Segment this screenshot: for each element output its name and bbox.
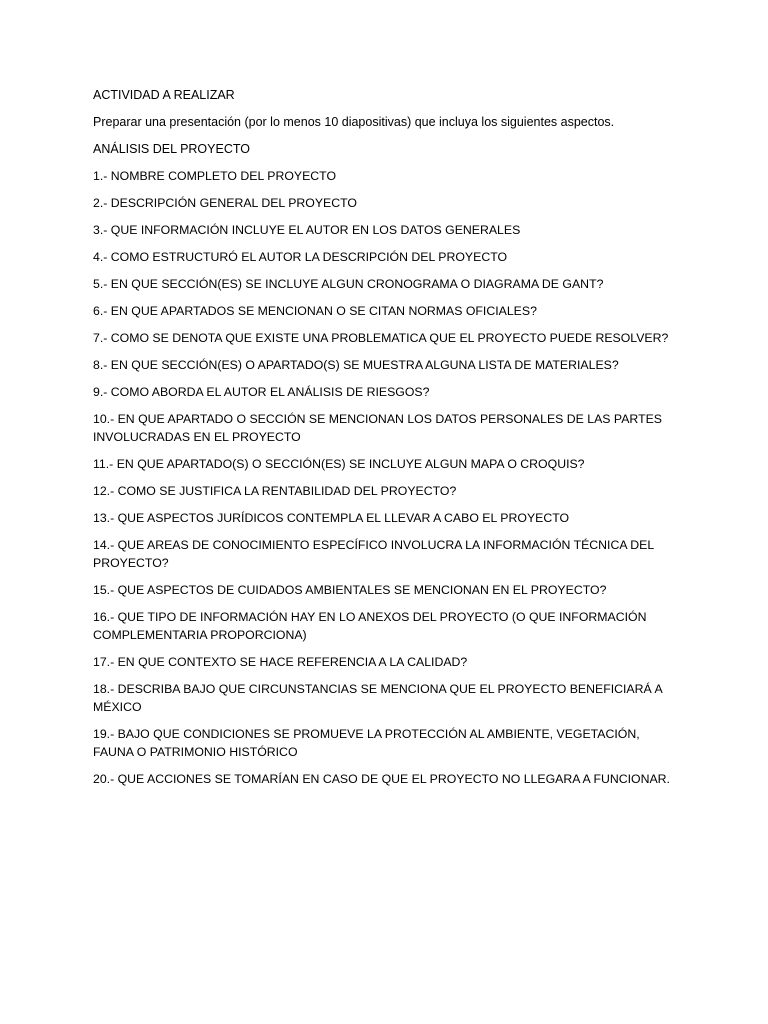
section-heading: ANÁLISIS DEL PROYECTO <box>93 142 250 156</box>
question-item: 3.- QUE INFORMACIÓN INCLUYE EL AUTOR EN LOS DATOS GENERALES <box>93 223 521 237</box>
question-item: 20.- QUE ACCIONES SE TOMARÍAN EN CASO DE QUE EL PROYECTO NO LLEGARA A FUNCIONAR. <box>93 772 670 786</box>
question-item: 7.- COMO SE DENOTA QUE EXISTE UNA PROBLEMATICA QUE EL PROYECTO PUEDE RESOLVER? <box>93 331 669 345</box>
document-page <box>93 86 683 797</box>
question-item: 12.- COMO SE JUSTIFICA LA RENTABILIDAD DEL PROYECTO? <box>93 484 457 498</box>
question-item: 19.- BAJO QUE CONDICIONES SE PROMUEVE LA PROTECCIÓN AL AMBIENTE, VEGETACIÓN, FAUNA O PATRIMONIO HISTÓRICO <box>93 727 640 759</box>
question-item: 4.- COMO ESTRUCTURÓ EL AUTOR LA DESCRIPCIÓN DEL PROYECTO <box>93 250 508 264</box>
question-item: 2.- DESCRIPCIÓN GENERAL DEL PROYECTO <box>93 196 357 210</box>
question-item: 8.- EN QUE SECCIÓN(ES) O APARTADO(S) SE MUESTRA ALGUNA LISTA DE MATERIALES? <box>93 358 619 372</box>
question-item: 17.- EN QUE CONTEXTO SE HACE REFERENCIA A LA CALIDAD? <box>93 655 468 669</box>
document-title: ACTIVIDAD A REALIZAR <box>93 88 235 102</box>
question-item: 1.- NOMBRE COMPLETO DEL PROYECTO <box>93 169 337 183</box>
question-item: 5.- EN QUE SECCIÓN(ES) SE INCLUYE ALGUN CRONOGRAMA O DIAGRAMA DE GANT? <box>93 277 604 291</box>
question-item: 15.- QUE ASPECTOS DE CUIDADOS AMBIENTALES SE MENCIONAN EN EL PROYECTO? <box>93 583 607 597</box>
question-item: 13.- QUE ASPECTOS JURÍDICOS CONTEMPLA EL LLEVAR A CABO EL PROYECTO <box>93 511 570 525</box>
question-item: 6.- EN QUE APARTADOS SE MENCIONAN O SE CITAN NORMAS OFICIALES? <box>93 304 537 318</box>
question-item: 11.- EN QUE APARTADO(S) O SECCIÓN(ES) SE INCLUYE ALGUN MAPA O CROQUIS? <box>93 457 585 471</box>
document-intro: Preparar una presentación (por lo menos 10 diapositivas) que incluya los siguientes aspectos. <box>93 115 615 129</box>
question-item: 18.- DESCRIBA BAJO QUE CIRCUNSTANCIAS SE MENCIONA QUE EL PROYECTO BENEFICIARÁ A MÉXICO <box>93 682 662 714</box>
question-item: 10.- EN QUE APARTADO O SECCIÓN SE MENCIONAN LOS DATOS PERSONALES DE LAS PARTES INVOLUCRADAS EN EL PROYECTO <box>93 412 662 444</box>
question-list <box>93 167 683 788</box>
question-item: 14.- QUE AREAS DE CONOCIMIENTO ESPECÍFICO INVOLUCRA LA INFORMACIÓN TÉCNICA DEL PROYECTO? <box>93 538 654 570</box>
question-item: 9.- COMO ABORDA EL AUTOR EL ANÁLISIS DE RIESGOS? <box>93 385 430 399</box>
question-item: 16.- QUE TIPO DE INFORMACIÓN HAY EN LO ANEXOS DEL PROYECTO (O QUE INFORMACIÓN COMPLEMENTARIA PROPORCIONA) <box>93 610 647 642</box>
